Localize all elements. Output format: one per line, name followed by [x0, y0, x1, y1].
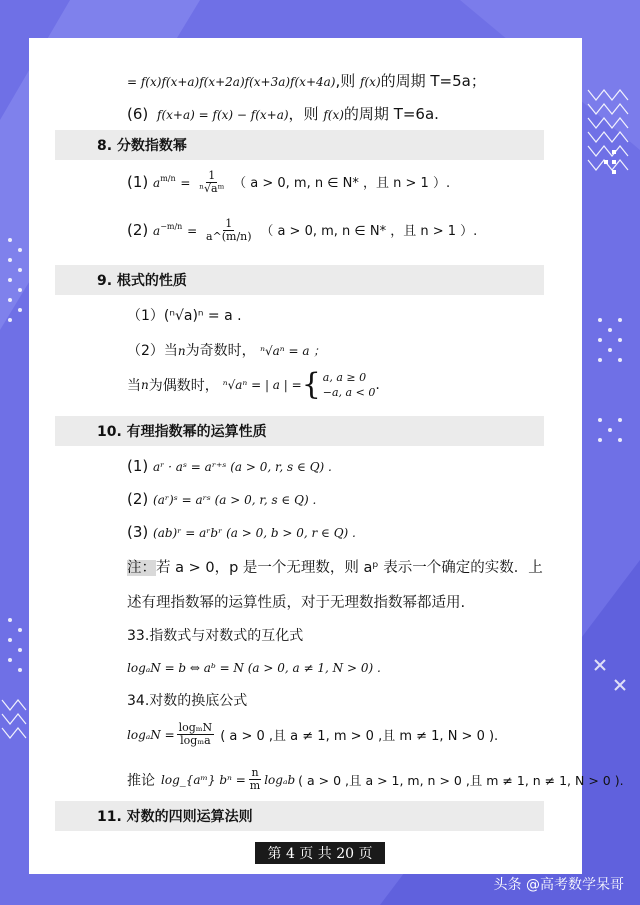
numerator: 1: [208, 169, 216, 182]
note-text-1: 若 a > 0，p 是一个无理数，则 aᵖ 表示一个确定的实数．上: [156, 560, 543, 576]
rational-power-3: [127, 523, 356, 541]
fraction: [197, 170, 226, 195]
base-a: a: [153, 176, 161, 190]
document-page: [29, 38, 582, 874]
rational-power-2: [127, 490, 316, 508]
change-of-base-lhs: logₐN =: [127, 727, 175, 742]
corollary-label: 推论: [127, 772, 155, 789]
item-label: (1): [127, 457, 149, 475]
section-heading-10: [55, 416, 544, 446]
item-label-6: (6): [127, 105, 149, 123]
numerator: n: [251, 766, 259, 779]
change-of-base-condition: ( a > 0 ,且 a ≠ 1, m > 0 ,且 m ≠ 1, N > 0 ).: [220, 729, 499, 744]
periodicity-formula-6a: f(x+a) = f(x) − f(x+a): [157, 108, 289, 122]
section-heading-11: [55, 801, 544, 831]
fraction: [204, 218, 254, 243]
item-label: (2): [127, 490, 149, 508]
periodicity-line-6a: [127, 103, 439, 124]
period-6a-text: 的周期 T=6a.: [343, 105, 439, 123]
heading-34-text: 34.对数的换底公式: [127, 693, 248, 709]
periodicity-line-5a: [127, 70, 486, 91]
corollary-lhs: log_{aᵐ} bⁿ =: [161, 772, 246, 787]
odd-text: 为奇数时，: [185, 343, 256, 359]
exponent: m/n: [160, 174, 176, 183]
heading-33: [127, 625, 303, 645]
exponent: −m/n: [160, 222, 183, 231]
denominator: logₘa: [180, 734, 211, 747]
section-10-title: 10. 有理指数幂的运算性质: [97, 424, 267, 440]
corollary-fraction: [248, 767, 262, 792]
rational-formula-1: aʳ · aˢ = aʳ⁺ˢ (a > 0, r, s ∈ Q) .: [153, 460, 332, 474]
rational-formula-2: (aʳ)ˢ = aʳˢ (a > 0, r, s ∈ Q) .: [153, 493, 317, 507]
watermark: 头条 @高考数学呆哥: [493, 877, 624, 893]
radical-formula-1: （1）(ⁿ√a)ⁿ = a .: [127, 308, 242, 324]
period-5a-text: 的周期 T=5a；: [380, 72, 486, 90]
rational-formula-3: (ab)ʳ = aʳbʳ (a > 0, b > 0, r ∈ Q) .: [153, 526, 356, 540]
item-label: (2): [127, 221, 149, 239]
section-8-title: 8. 分数指数幂: [97, 138, 187, 154]
radical-label-2: （2）当: [127, 343, 178, 359]
fraction-power-2: (2) $a^{-m/n}$ = $\frac{1}{a\^{}(m/n)}$ （ a > 0, m, n ∈ N* ，且 n > 1 ）.: [127, 217, 478, 243]
denominator: a^(m/n): [205, 230, 252, 243]
piecewise-cases: { a, a ≥ 0 −a, a < 0: [301, 367, 376, 402]
section-heading-9: [55, 265, 544, 295]
radical-1: [127, 305, 242, 325]
log-exp-conversion: logₐN = b ⇔ aᵇ = N (a > 0, a ≠ 1, N > 0) .: [127, 661, 381, 675]
note-tag: 注：: [127, 560, 156, 576]
formula-34: [127, 722, 498, 747]
section-9-title: 9. 根式的性质: [97, 273, 187, 289]
item-label: (3): [127, 523, 149, 541]
periodicity-text: ,则: [335, 72, 356, 90]
periodicity-formula-5a: = f(x)f(x+a)f(x+2a)f(x+3a)f(x+4a): [127, 75, 336, 89]
item-label: (1): [127, 173, 149, 191]
denominator: m: [249, 779, 261, 792]
base-a: a: [153, 224, 161, 238]
note-line-2: [127, 591, 465, 612]
formula-33: [127, 658, 381, 676]
denominator: ⁿ√aᵐ: [199, 182, 225, 195]
heading-33-text: 33.指数式与对数式的互化式: [127, 628, 304, 644]
case-positive: a, a ≥ 0: [322, 371, 367, 384]
periodicity-text-2: ，则: [288, 105, 319, 123]
condition: （ a > 0, m, n ∈ N* ，且 n > 1 ）.: [260, 224, 478, 239]
function-fx: f(x): [360, 75, 381, 89]
section-11-title: 11. 对数的四则运算法则: [97, 809, 253, 825]
corollary: [127, 767, 624, 792]
note-line-1: [127, 556, 543, 577]
heading-34: [127, 690, 247, 710]
case-negative: −a, a < 0: [322, 386, 376, 399]
function-fx-2: f(x): [323, 108, 344, 122]
corollary-rhs: logₐb: [264, 772, 296, 787]
note-text-2: 述有理指数幂的运算性质，对于无理数指数幂都适用.: [127, 595, 466, 611]
page-number-footer: 第 4 页 共 20 页: [255, 842, 385, 864]
section-heading-8: [55, 130, 544, 160]
variable-n: n: [177, 344, 186, 358]
rational-power-1: [127, 457, 332, 475]
numerator: 1: [225, 217, 233, 230]
numerator: logₘN: [178, 721, 213, 734]
radical-formula-3: ⁿ√aⁿ = | a | =: [222, 378, 302, 392]
corollary-condition: ( a > 0 ,且 a > 1, m, n > 0 ,且 m ≠ 1, n ≠ 1, N > 0 ).: [298, 772, 624, 788]
variable-n: n: [141, 378, 149, 392]
change-of-base-fraction: [177, 722, 215, 747]
even-text: 为偶数时，: [148, 378, 219, 394]
radical-2: [127, 340, 325, 360]
period: .: [375, 377, 380, 393]
condition: （ a > 0, m, n ∈ N* ，且 n > 1 ）.: [233, 176, 451, 191]
fraction-power-1: (1) $a^{m/n}$ = $\frac{1}{\text{ⁿ√aᵐ}}$ （ a > 0, m, n ∈ N* ，且 n > 1 ）.: [127, 169, 451, 195]
radical-3: [127, 367, 380, 402]
when-text: 当: [127, 378, 141, 394]
radical-formula-2: ⁿ√aⁿ = a ；: [260, 344, 326, 358]
